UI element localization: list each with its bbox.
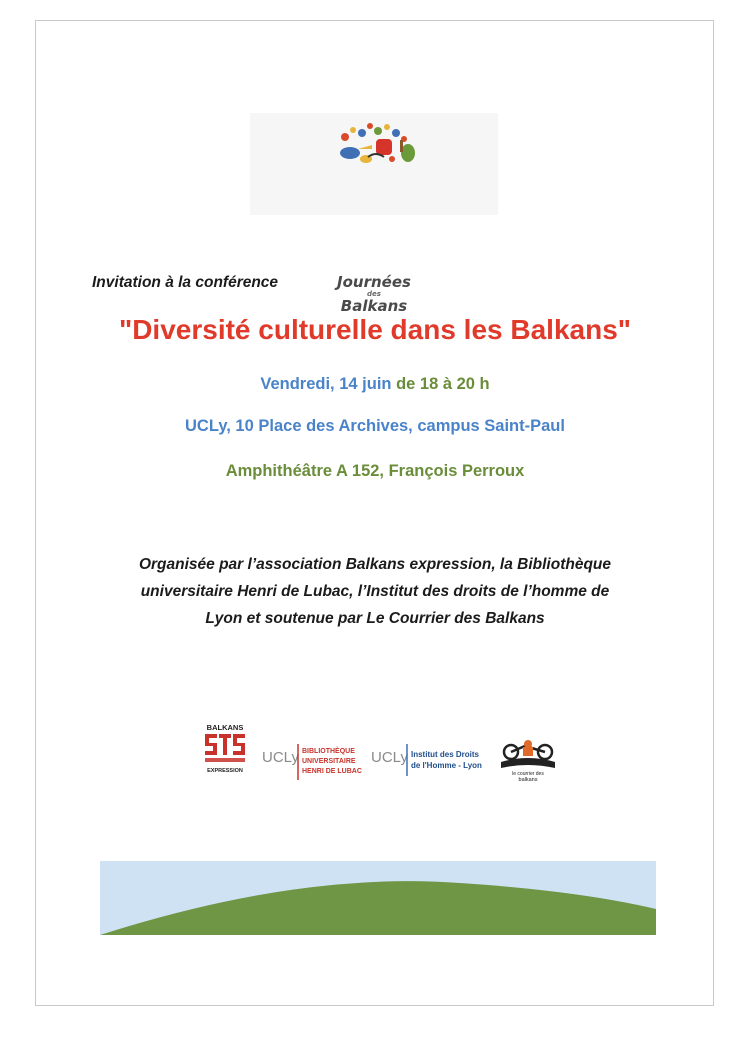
logo-line-3: Balkans — [340, 297, 408, 315]
bib-line-2: UNIVERSITAIRE — [302, 758, 356, 765]
bibliotheque-logo-icon — [262, 740, 368, 782]
conference-title: "Diversité culturelle dans les Balkans" — [118, 314, 632, 345]
logo-line-2: des — [367, 290, 381, 298]
idh-line-1: Institut des Droits — [411, 750, 480, 759]
idh-line-2: de l'Homme - Lyon — [411, 761, 482, 770]
event-place: UCLy, 10 Place des Archives, campus Saint-Paul — [185, 417, 565, 435]
organizers-line-1: Organisée par l’association Balkans expression, la Bibliothèque — [138, 556, 612, 573]
balkans-expression-bottom: EXPRESSION — [207, 768, 243, 774]
hills-icon — [100, 861, 656, 935]
courrier-line-2: balkans — [518, 777, 538, 782]
idh-ucly: UCLy — [371, 749, 408, 766]
event-time: de 18 à 20 h — [396, 375, 490, 393]
idh-logo — [371, 740, 499, 782]
organizers-line-3: Lyon et soutenue par Le Courrier des Balkans — [205, 610, 545, 627]
bib-ucly: UCLy — [262, 749, 299, 766]
courrier-line-1: le courrier des — [512, 771, 544, 777]
bib-line-1: BIBLIOTHÈQUE — [302, 748, 355, 755]
logo-line-1: Journées — [337, 273, 411, 291]
courrier-logo-icon — [495, 738, 561, 782]
logo-illustration-icon — [250, 113, 498, 215]
invitation-label: Invitation à la conférence — [92, 274, 279, 291]
bib-line-3: HENRI DE LUBAC — [302, 768, 362, 775]
organizers-paragraph — [100, 551, 650, 632]
event-day: Vendredi, 14 juin — [260, 375, 392, 393]
event-date — [0, 375, 750, 394]
bibliotheque-logo — [262, 740, 368, 782]
balkans-expression-top: BALKANS — [206, 723, 244, 732]
balkans-expression-logo — [203, 722, 247, 792]
event-room: Amphithéâtre A 152, François Perroux — [225, 462, 525, 480]
idh-logo-icon — [371, 740, 499, 782]
journees-des-balkans-logo — [250, 113, 498, 315]
organizers-line-2: universitaire Henri de Lubac, l’Institut des droits de l’homme de — [140, 583, 610, 600]
courrier-des-balkans-logo — [495, 738, 561, 782]
balkans-expression-icon — [203, 722, 247, 792]
hills-illustration — [100, 861, 656, 935]
